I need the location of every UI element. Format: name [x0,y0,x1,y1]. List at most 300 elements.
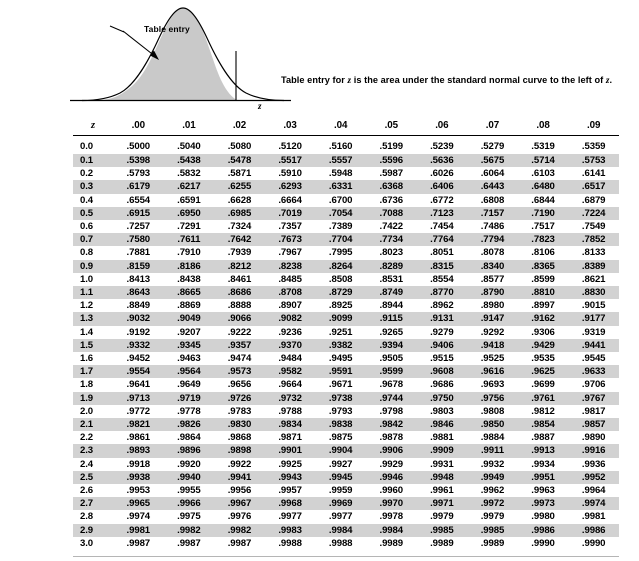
table-cell: .8051 [430,247,454,259]
table-cell: .8508 [328,273,353,285]
table-cell: .9906 [366,444,417,457]
table-cell: .8340 [467,260,518,273]
table-cell: .6255 [214,180,265,193]
column-header-d01: .01 [164,120,215,136]
table-cell: .9803 [430,405,454,417]
table-cell: .8925 [328,300,353,312]
table-cell: .7673 [265,233,316,246]
table-cell: .9788 [278,405,302,417]
table-cell: .9875 [328,432,353,444]
table-cell: .9948 [417,471,468,484]
table-cell: .9922 [227,458,252,470]
table-cell: .9699 [531,379,555,391]
table-cell: .9988 [328,537,353,549]
table-cell: .9306 [531,326,555,338]
table-cell: .5636 [417,154,468,167]
table-cell: .9778 [177,405,201,417]
row-header-z-value: 2.8 [80,511,94,523]
table-cell: .5160 [328,140,353,152]
table-cell: .9625 [518,365,569,378]
table-cell: .5675 [467,154,518,167]
table-cell: .8849 [126,300,151,312]
table-cell: .9608 [417,365,468,378]
table-cell: .9793 [328,405,353,417]
table-cell: .9738 [315,392,366,405]
row-header-z-value: 1.0 [80,273,94,285]
table-cell: .8485 [278,273,302,285]
table-cell: .9826 [164,418,215,431]
table-cell: .9656 [227,379,252,391]
table-cell: .9966 [164,497,215,510]
table-cell: .9463 [177,353,201,365]
row-header-z-value: 1.4 [80,326,94,338]
table-cell: .9984 [366,524,417,537]
table-cell: .6628 [227,194,252,206]
table-cell: .9893 [113,444,164,457]
table-cell: .8289 [366,260,417,273]
row-header-z-value: 1.8 [80,379,94,391]
table-cell: .8643 [113,286,164,299]
table-cell: .9564 [164,365,215,378]
column-header-d00: .00 [113,120,164,136]
table-cell: .6517 [568,180,619,193]
table-cell: .8790 [467,286,518,299]
table-cell: .9838 [315,418,366,431]
table-row [73,471,619,484]
row-header-z-value: 2.5 [73,471,113,484]
table-cell: .7257 [126,221,151,233]
table-cell: .6443 [467,180,518,193]
table-row [73,167,619,180]
table-cell: .5832 [177,168,201,180]
table-row [73,497,619,510]
table-cell: .8531 [379,273,404,285]
table-cell: .9850 [467,418,518,431]
table-cell: .8264 [315,260,366,273]
table-cell: .7324 [227,221,252,233]
column-header-d06: .06 [417,120,468,136]
table-cell: .9985 [417,524,468,537]
table-cell: .9554 [113,365,164,378]
table-row [73,233,619,246]
table-cell: .5948 [328,168,353,180]
table-cell: .9946 [366,471,417,484]
table-cell: .9857 [568,418,619,431]
table-cell: .8830 [568,286,619,299]
row-header-z-value: 0.4 [80,194,94,206]
table-cell: .8621 [581,273,606,285]
table-cell: .9418 [467,339,518,352]
standard-normal-table-container [73,120,619,550]
table-row [73,312,619,325]
table-cell: .5714 [518,154,569,167]
table-cell: .9066 [214,312,265,325]
table-cell: .8686 [214,286,265,299]
table-cell: .7764 [417,233,468,246]
row-header-z-value: 1.2 [80,300,94,312]
table-cell: .6554 [126,194,151,206]
row-header-z-value: 1.6 [80,353,94,365]
table-cell: .5753 [568,154,619,167]
column-header-d03: .03 [265,120,316,136]
table-cell: .9082 [265,312,316,325]
table-row [73,326,619,339]
table-cell: .7995 [328,247,353,259]
table-cell: .9616 [467,365,518,378]
table-cell: .7881 [126,247,151,259]
table-row [73,431,619,444]
table-cell: .9990 [531,537,555,549]
table-cell: .9177 [568,312,619,325]
table-cell: .9974 [568,497,619,510]
table-cell: .9719 [164,392,215,405]
row-header-z-value: 1.3 [73,312,113,325]
table-cell: .9913 [518,444,569,457]
table-cell: .9871 [278,432,302,444]
table-header-row [73,120,619,136]
table-row [73,220,619,233]
caption-text-a: Table entry for [281,75,348,85]
table-cell: .9898 [214,444,265,457]
table-cell: .7611 [164,233,215,246]
table-cell: .5596 [366,154,417,167]
table-cell: .9545 [581,353,606,365]
table-cell: .9032 [113,312,164,325]
table-cell: .9959 [328,485,353,497]
table-cell: .9979 [480,511,505,523]
table-cell: .9382 [315,339,366,352]
table-cell: .9985 [467,524,518,537]
table-cell: .9162 [518,312,569,325]
table-cell: .6103 [531,168,555,180]
table-cell: .6480 [518,180,569,193]
table-cell: .9982 [214,524,265,537]
table-cell: .8770 [417,286,468,299]
table-row [73,207,619,220]
table-cell: .8212 [214,260,265,273]
annotation-leader [110,26,124,32]
table-cell: .9808 [480,405,505,417]
table-cell: .9981 [581,511,606,523]
table-cell: .9099 [315,312,366,325]
table-cell: .9495 [328,353,353,365]
table-cell: .7389 [328,221,353,233]
table-row [73,484,619,497]
table-cell: .9932 [480,458,505,470]
table-cell: .9965 [113,497,164,510]
table-cell: .9953 [126,485,151,497]
table-cell: .9971 [417,497,468,510]
table-cell: .8106 [531,247,555,259]
table-cell: .9878 [379,432,404,444]
table-cell: .6736 [379,194,404,206]
table-bottom-rule [73,556,619,557]
table-cell: .9345 [164,339,215,352]
table-cell: .9968 [265,497,316,510]
table-cell: .9394 [366,339,417,352]
table-cell: .9319 [581,326,606,338]
table-cell: .9949 [467,471,518,484]
table-cell: .9370 [265,339,316,352]
table-cell: .7549 [581,221,606,233]
table-cell: .6985 [214,207,265,220]
table-cell: .9573 [214,365,265,378]
table-row [73,510,619,523]
row-header-z-value: 0.3 [73,180,113,193]
table-cell: .7852 [568,233,619,246]
table-cell: .7967 [278,247,302,259]
table-cell: .9854 [518,418,569,431]
table-cell: .6808 [480,194,505,206]
table-cell: .9222 [227,326,252,338]
table-cell: .9207 [177,326,201,338]
table-cell: .9977 [328,511,353,523]
row-header-z-value: 0.2 [80,168,94,180]
column-header-z: z [73,120,113,136]
table-cell: .5871 [227,168,252,180]
table-cell: .9505 [379,353,404,365]
table-row [73,524,619,537]
table-cell: .5359 [581,140,606,152]
table-cell: .8389 [568,260,619,273]
normal-curve-figure [0,0,639,118]
table-cell: .9980 [531,511,555,523]
table-cell: .9987 [126,537,151,549]
table-cell: .5000 [126,140,151,152]
table-cell: .9989 [480,537,505,549]
table-cell: .9941 [214,471,265,484]
table-cell: .9920 [177,458,201,470]
table-cell: .9964 [581,485,606,497]
table-cell: .9916 [568,444,619,457]
table-cell: .9599 [366,365,417,378]
table-row [73,286,619,299]
table-cell: .8869 [177,300,201,312]
table-cell: .9591 [315,365,366,378]
table-cell: .9976 [227,511,252,523]
table-cell: .9974 [126,511,151,523]
table-cell: .9984 [315,524,366,537]
table-cell: .7486 [480,221,505,233]
table-cell: .6950 [164,207,215,220]
table-cell: .9890 [581,432,606,444]
table-cell: .6141 [581,168,606,180]
table-cell: .9931 [430,458,454,470]
table-cell: .9147 [467,312,518,325]
table-cell: .9767 [568,392,619,405]
table-cell: .8907 [278,300,302,312]
table-cell: .8577 [480,273,505,285]
table-cell: .7939 [227,247,252,259]
table-cell: .9986 [568,524,619,537]
table-cell: .9929 [379,458,404,470]
normal-curve-svg [60,0,295,115]
table-cell: .9982 [164,524,215,537]
table-cell: .9983 [265,524,316,537]
column-header-d02: .02 [214,120,265,136]
table-cell: .6293 [265,180,316,193]
row-header-z-value: 0.6 [80,221,94,233]
table-cell: .9896 [164,444,215,457]
table-cell: .7454 [430,221,454,233]
table-cell: .8749 [366,286,417,299]
table-cell: .9962 [480,485,505,497]
table-cell: .9925 [278,458,302,470]
table-cell: .9981 [113,524,164,537]
table-cell: .9641 [126,379,151,391]
row-header-z-value: 0.0 [80,140,94,152]
table-cell: .9868 [227,432,252,444]
table-cell: .9756 [467,392,518,405]
caption-text-b: is the area under the standard normal curve [351,75,548,85]
table-cell: .9713 [113,392,164,405]
table-cell: .8665 [164,286,215,299]
table-cell: .6368 [366,180,417,193]
table-row [73,365,619,378]
table-cell: .9515 [430,353,454,365]
table-cell: .9970 [366,497,417,510]
standard-normal-table [73,120,619,550]
row-header-z-value: 2.1 [73,418,113,431]
table-cell: .7794 [467,233,518,246]
row-header-z-value: 1.7 [73,365,113,378]
row-header-z-value: 3.0 [80,537,94,549]
table-entry-annotation-label: Table entry [144,24,190,34]
table-cell: .9830 [214,418,265,431]
table-cell: .9989 [379,537,404,549]
table-cell: .9901 [265,444,316,457]
table-cell: .6064 [480,168,505,180]
table-cell: .9861 [126,432,151,444]
table-cell: .9934 [531,458,555,470]
column-header-d04: .04 [315,120,366,136]
table-cell: .9864 [177,432,201,444]
z-axis-label: z [258,101,262,111]
column-header-d08: .08 [518,120,569,136]
table-cell: .9918 [126,458,151,470]
table-cell: .7019 [265,207,316,220]
table-cell: .9525 [480,353,505,365]
row-header-z-value: 2.6 [80,485,94,497]
table-cell: .9582 [265,365,316,378]
table-cell: .9726 [214,392,265,405]
table-cell: .8810 [518,286,569,299]
table-row [73,194,619,207]
table-cell: .9015 [581,300,606,312]
table-row [73,180,619,193]
table-cell: .9049 [164,312,215,325]
table-cell: .5239 [430,140,454,152]
table-cell: .9957 [278,485,302,497]
table-row [73,339,619,352]
table-cell: .5080 [227,140,252,152]
table-cell: .9978 [379,511,404,523]
table-row [73,136,619,155]
table-cell: .9940 [164,471,215,484]
table-cell: .9236 [278,326,302,338]
table-cell: .5478 [214,154,265,167]
caption-text-c: to the left of [549,75,606,85]
table-cell: .9474 [227,353,252,365]
column-header-d09: .09 [568,120,619,136]
table-cell: .9884 [480,432,505,444]
table-cell: .8708 [265,286,316,299]
table-cell: .5987 [379,168,404,180]
table-row [73,537,619,550]
table-cell: .7291 [177,221,201,233]
table-cell: .9750 [417,392,468,405]
table-row [73,418,619,431]
table-cell: .9911 [467,444,518,457]
table-cell: .9969 [315,497,366,510]
row-header-z-value: 2.3 [73,444,113,457]
table-cell: .7823 [518,233,569,246]
table-cell: .9671 [328,379,353,391]
table-cell: .9842 [366,418,417,431]
table-cell: .8438 [177,273,201,285]
table-cell: .9967 [214,497,265,510]
table-row [73,154,619,167]
table-cell: .9972 [467,497,518,510]
table-cell: .9192 [126,326,151,338]
table-cell: .6844 [531,194,555,206]
table-cell: .9909 [417,444,468,457]
table-cell: .9979 [430,511,454,523]
table-cell: .9429 [518,339,569,352]
caption-z-symbol-2: z [605,75,610,85]
table-row [73,273,619,286]
table-cell: .9956 [227,485,252,497]
table-row [73,458,619,471]
table-cell: .6915 [113,207,164,220]
table-cell: .6026 [430,168,454,180]
table-cell: .5398 [113,154,164,167]
table-cell: .6217 [164,180,215,193]
table-cell: .9292 [480,326,505,338]
table-cell: .8980 [480,300,505,312]
table-cell: .9332 [113,339,164,352]
table-cell: .8962 [430,300,454,312]
table-cell: .9951 [518,471,569,484]
table-cell: .9744 [366,392,417,405]
table-body [73,136,619,551]
table-cell: .6179 [113,180,164,193]
figure-caption [281,74,633,88]
table-cell: .7224 [568,207,619,220]
table-cell: .9798 [379,405,404,417]
table-cell: .9664 [278,379,302,391]
table-cell: .7123 [417,207,468,220]
table-cell: .8365 [518,260,569,273]
table-cell: .9732 [265,392,316,405]
table-row [73,405,619,418]
table-cell: .8023 [379,247,404,259]
table-cell: .9881 [430,432,454,444]
column-header-d07: .07 [467,120,518,136]
row-header-z-value: 0.7 [73,233,113,246]
row-header-z-value: 0.5 [73,207,113,220]
caption-z-symbol-1: z [347,75,352,85]
table-row [73,378,619,391]
table-row [73,392,619,405]
column-header-d05: .05 [366,120,417,136]
table-cell: .7734 [366,233,417,246]
table-cell: .9115 [366,312,417,325]
table-cell: .9772 [126,405,151,417]
table-cell: .9987 [177,537,201,549]
table-cell: .9936 [581,458,606,470]
caption-text-d: . [609,75,613,85]
